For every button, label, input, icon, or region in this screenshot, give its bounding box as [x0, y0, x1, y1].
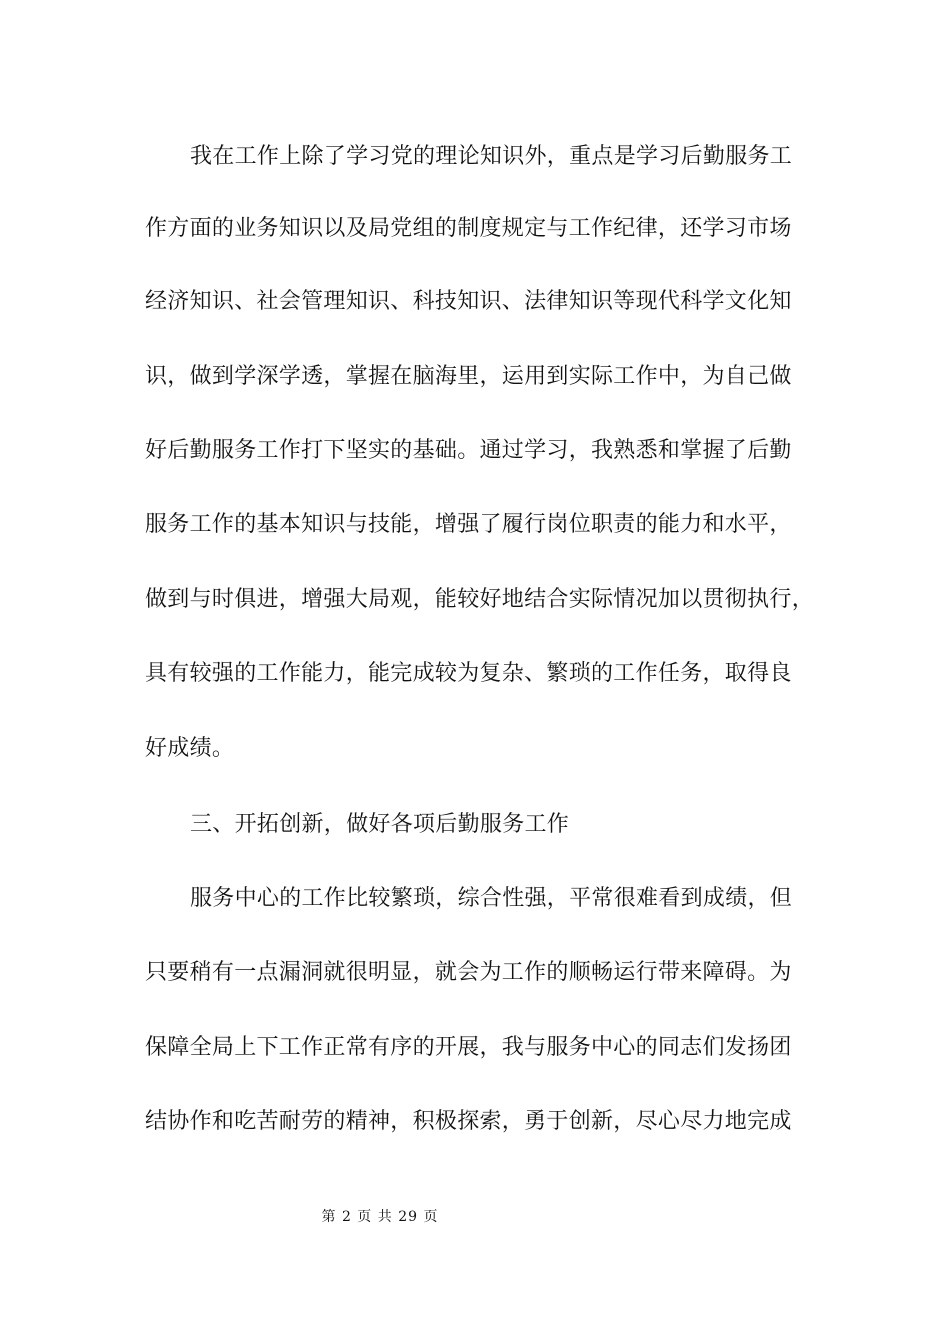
page-footer: 第 2 页 共 29 页 [321, 1209, 439, 1225]
paragraph-line: 服务中心的工作比较繁琐，综合性强，平常很难看到成绩，但 [190, 886, 793, 911]
paragraph-line: 我在工作上除了学习党的理论知识外，重点是学习后勤服务工 [190, 144, 793, 169]
paragraph-line: 结协作和吃苦耐劳的精神，积极探索，勇于创新，尽心尽力地完成 [145, 1109, 792, 1134]
paragraph-line: 好后勤服务工作打下坚实的基础。通过学习，我熟悉和掌握了后勤 [145, 438, 792, 463]
paragraph-line: 只要稍有一点漏洞就很明显，就会为工作的顺畅运行带来障碍。为 [145, 960, 792, 985]
paragraph-line: 识，做到学深学透，掌握在脑海里，运用到实际工作中，为自己做 [145, 364, 792, 389]
paragraph-line: 做到与时俱进，增强大局观，能较好地结合实际情况加以贯彻执行， [145, 587, 815, 612]
paragraph-line: 好成绩。 [145, 736, 235, 761]
paragraph-line: 保障全局上下工作正常有序的开展，我与服务中心的同志们发扬团 [145, 1035, 792, 1060]
section-heading: 三、开拓创新，做好各项后勤服务工作 [190, 812, 570, 837]
paragraph-line: 具有较强的工作能力，能完成较为复杂、繁琐的工作任务，取得良 [145, 661, 792, 686]
paragraph-line: 作方面的业务知识以及局党组的制度规定与工作纪律，还学习市场 [145, 216, 792, 241]
paragraph-line: 服务工作的基本知识与技能，增强了履行岗位职责的能力和水平， [145, 512, 792, 537]
paragraph-line: 经济知识、社会管理知识、科技知识、法律知识等现代科学文化知 [145, 289, 792, 314]
